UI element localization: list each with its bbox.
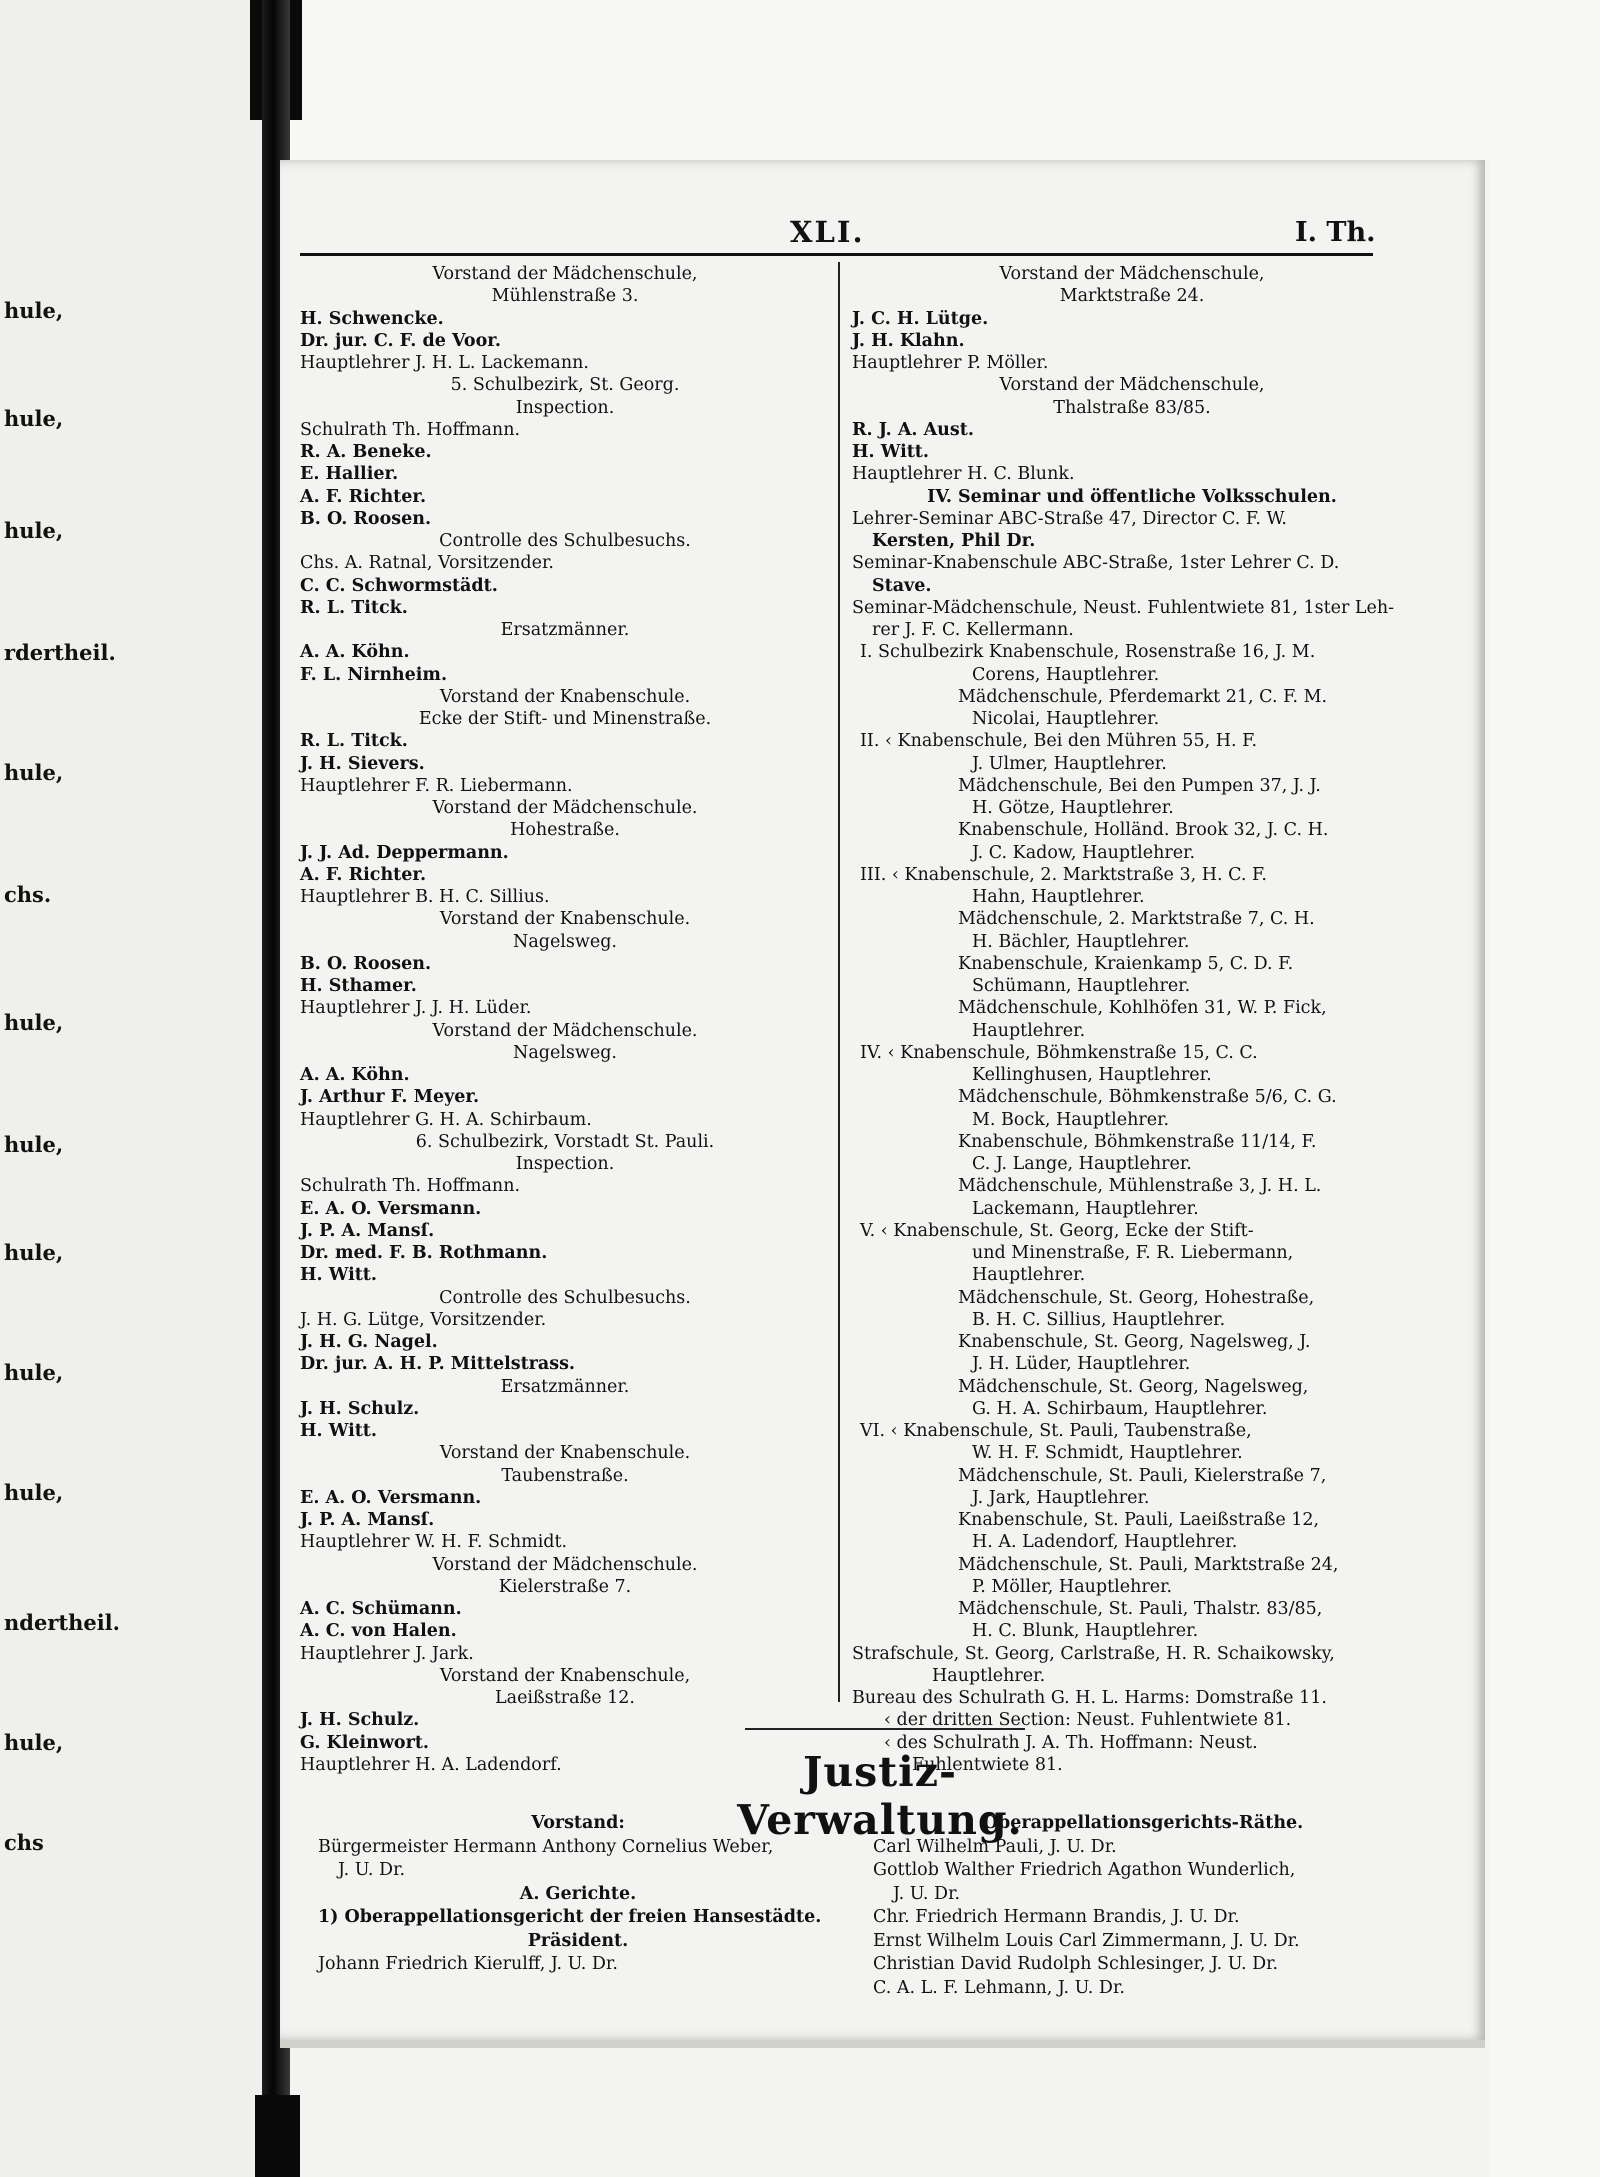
text-line: W. H. F. Schmidt, Hauptlehrer. [972, 1443, 1243, 1464]
text-line: J. H. G. Nagel. [300, 1332, 438, 1352]
text-line: Nicolai, Hauptlehrer. [972, 709, 1160, 729]
text-line: Fuhlentwiete 81. [912, 1754, 1063, 1775]
text-line: Lehrer-Seminar ABC-Straße 47, Director C. F. W. [852, 508, 1287, 529]
text-line: III. ‹ Knabenschule, 2. Marktstraße 3, H. C. F. [860, 864, 1267, 885]
text-line: Vorstand der Mädchenschule, [999, 264, 1265, 284]
text-line: C. J. Lange, Hauptlehrer. [972, 1154, 1192, 1174]
section-title: Justiz-Verwaltung. [737, 1748, 1023, 1844]
text-line: J. C. Kadow, Hauptlehrer. [972, 842, 1196, 863]
text-line: R. A. Beneke. [300, 442, 432, 462]
text-line: B. H. C. Sillius, Hauptlehrer. [972, 1309, 1226, 1330]
text-line: Hauptlehrer J. H. L. Lackemann. [300, 353, 589, 373]
text-line: E. A. O. Versmann. [300, 1198, 482, 1219]
text-line: Hauptlehrer B. H. C. Sillius. [300, 887, 550, 907]
text-line: A. C. von Halen. [300, 1621, 457, 1642]
text-line: Bürgermeister Hermann Anthony Cornelius Weber, [318, 1836, 774, 1857]
text-line: Mädchenschule, St. Pauli, Marktstraße 24, [958, 1554, 1339, 1575]
text-line: VI. ‹ Knabenschule, St. Pauli, Taubenstraße, [860, 1421, 1252, 1441]
text-line: Mädchenschule, Kohlhöfen 31, W. P. Fick, [958, 998, 1327, 1019]
text-line: E. A. O. Versmann. [300, 1487, 482, 1508]
text-line: Mädchenschule, St. Georg, Nagelsweg, [958, 1376, 1309, 1397]
text-line: Vorstand der Mädchenschule. [432, 798, 698, 818]
text-line: J. H. Lüder, Hauptlehrer. [972, 1354, 1191, 1375]
text-line: Knabenschule, Böhmkenstraße 11/14, F. [958, 1131, 1317, 1152]
text-line: F. L. Nirnheim. [300, 664, 448, 685]
text-line: H. A. Ladendorf, Hauptlehrer. [972, 1532, 1238, 1553]
text-line: Kielerstraße 7. [498, 1576, 632, 1597]
text-line: IV. ‹ Knabenschule, Böhmkenstraße 15, C. C. [860, 1042, 1258, 1063]
text-line: Mädchenschule, St. Pauli, Thalstr. 83/85, [958, 1599, 1323, 1619]
text-line: Hauptlehrer H. A. Ladendorf. [300, 1754, 562, 1775]
text-line: Vorstand der Knabenschule. [439, 686, 691, 707]
text-line: Controlle des Schulbesuchs. [439, 1287, 691, 1308]
text-line: A. C. Schümann. [300, 1599, 462, 1619]
text-line: ‹ des Schulrath J. A. Th. Hoffmann: Neust. [884, 1732, 1258, 1753]
text-line: Knabenschule, St. Georg, Nagelsweg, J. [958, 1332, 1311, 1352]
text-line: Christian David Rudolph Schlesinger, J. U. Dr. [873, 1954, 1279, 1974]
text-line: Vorstand der Mädchenschule, [999, 375, 1265, 396]
text-line: Hauptlehrer J. J. H. Lüder. [300, 998, 532, 1019]
text-line: Hauptlehrer. [932, 1665, 1046, 1686]
text-line: Mädchenschule, Mühlenstraße 3, J. H. L. [958, 1176, 1322, 1197]
text-line: C. C. Schwormstädt. [300, 575, 498, 596]
text-line: I. Schulbezirk Knabenschule, Rosenstraße 16, J. M. [860, 642, 1316, 663]
text-line: Knabenschule, Kraienkamp 5, C. D. F. [958, 953, 1294, 974]
prev-page-fragment: hule, [4, 1360, 64, 1385]
text-line: Ersatzmänner. [500, 620, 630, 640]
text-line: Stave. [872, 575, 932, 596]
text-line: Mädchenschule, St. Georg, Hohestraße, [958, 1287, 1315, 1308]
text-line: A. F. Richter. [300, 486, 427, 507]
text-line: J. J. Ad. Deppermann. [300, 842, 509, 863]
prev-page-fragment: chs [4, 1830, 44, 1855]
text-line: J. Ulmer, Hauptlehrer. [972, 753, 1167, 774]
column-divider [838, 262, 840, 1702]
text-line: Hahn, Hauptlehrer. [972, 887, 1145, 907]
text-line: R. J. A. Aust. [852, 419, 974, 440]
prev-page-fragment: hule, [4, 1730, 64, 1755]
text-line: Hauptlehrer H. C. Blunk. [852, 464, 1075, 485]
text-line: Mädchenschule, 2. Marktstraße 7, C. H. [958, 909, 1315, 930]
text-line: Hauptlehrer F. R. Liebermann. [300, 775, 573, 796]
text-line: und Minenstraße, F. R. Liebermann, [972, 1243, 1294, 1263]
text-line: Vorstand der Mädchenschule, [432, 264, 698, 284]
text-line: Taubenstraße. [501, 1465, 629, 1486]
text-line: Oberappellationsgerichts-Räthe. [982, 1813, 1304, 1833]
text-line: Vorstand der Mädchenschule. [432, 1020, 698, 1041]
text-line: Chr. Friedrich Hermann Brandis, J. U. Dr. [873, 1907, 1240, 1927]
text-line: Vorstand der Knabenschule. [439, 909, 691, 930]
text-line: Seminar-Mädchenschule, Neust. Fuhlentwiete 81, 1ster Leh- [852, 597, 1395, 618]
text-line: Mühlenstraße 3. [491, 286, 639, 307]
prev-page-fragment: hule, [4, 1480, 64, 1505]
text-line: Mädchenschule, Böhmkenstraße 5/6, C. G. [958, 1087, 1337, 1108]
text-line: H. Bächler, Hauptlehrer. [972, 931, 1190, 952]
text-line: Hohestraße. [510, 820, 620, 841]
text-line: J. H. Klahn. [852, 330, 965, 351]
text-line: Kersten, Phil Dr. [872, 531, 1036, 551]
text-line: G. H. A. Schirbaum, Hauptlehrer. [972, 1398, 1268, 1419]
text-line: J. H. Schulz. [300, 1710, 420, 1731]
text-line: J. U. Dr. [893, 1883, 961, 1904]
text-line: 5. Schulbezirk, St. Georg. [450, 375, 680, 396]
text-line: Vorstand der Knabenschule, [439, 1665, 691, 1686]
text-line: Mädchenschule, Bei den Pumpen 37, J. J. [958, 775, 1321, 796]
text-line: Inspection. [515, 397, 615, 418]
text-line: rer J. F. C. Kellermann. [872, 620, 1074, 640]
text-line: Lackemann, Hauptlehrer. [972, 1198, 1199, 1219]
text-line: Inspection. [515, 1154, 615, 1174]
prev-page-fragment: hule, [4, 760, 64, 785]
text-line: H. Witt. [300, 1265, 377, 1286]
text-line: J. C. H. Lütge. [852, 308, 989, 329]
text-line: H. Schwencke. [300, 308, 444, 329]
text-line: Ernst Wilhelm Louis Carl Zimmermann, J. U. Dr. [873, 1930, 1300, 1951]
page-edge [280, 2040, 1485, 2048]
text-line: Corens, Hauptlehrer. [972, 664, 1160, 685]
text-line: Vorstand: [531, 1813, 625, 1833]
text-line: A. A. Köhn. [300, 642, 410, 663]
text-line: Knabenschule, Holländ. Brook 32, J. C. H. [958, 820, 1329, 841]
text-line: J. P. A. Mansſ. [300, 1510, 435, 1530]
text-line: H. Witt. [300, 1421, 377, 1441]
prev-page-fragment: hule, [4, 406, 64, 431]
text-line: J. Arthur F. Meyer. [300, 1087, 480, 1108]
text-line: ‹ der dritten Section: Neust. Fuhlentwiete 81. [884, 1710, 1292, 1731]
text-line: Controlle des Schulbesuchs. [439, 531, 691, 551]
prev-page-fragment: hule, [4, 518, 64, 543]
text-line: Mädchenschule, Pferdemarkt 21, C. F. M. [958, 686, 1328, 707]
text-line: A. A. Köhn. [300, 1065, 410, 1085]
text-line: Schulrath Th. Hoffmann. [300, 1176, 521, 1197]
text-line: Hauptlehrer W. H. F. Schmidt. [300, 1532, 568, 1553]
text-line: G. Kleinwort. [300, 1732, 430, 1753]
text-line: V. ‹ Knabenschule, St. Georg, Ecke der Stift- [860, 1220, 1254, 1241]
text-line: Hauptlehrer P. Möller. [852, 353, 1049, 373]
text-line: Nagelsweg. [513, 1042, 617, 1063]
text-line: Mädchenschule, St. Pauli, Kielerstraße 7, [958, 1465, 1327, 1486]
previous-page [0, 170, 263, 2020]
text-line: B. O. Roosen. [300, 508, 432, 529]
text-line: Knabenschule, St. Pauli, Laeißstraße 12, [958, 1510, 1320, 1530]
text-line: Marktstraße 24. [1059, 286, 1205, 307]
text-line: Nagelsweg. [513, 931, 617, 952]
text-line: Ecke der Stift- und Minenstraße. [418, 709, 712, 729]
text-line: R. L. Titck. [300, 597, 408, 618]
text-line: Hauptlehrer J. Jark. [300, 1643, 474, 1664]
text-line: Bureau des Schulrath G. H. L. Harms: Domstraße 11. [852, 1688, 1327, 1708]
prev-page-fragment: rdertheil. [4, 640, 116, 665]
text-line: J. H. Schulz. [300, 1398, 420, 1419]
prev-page-fragment: hule, [4, 298, 64, 323]
text-line: A. F. Richter. [300, 864, 427, 885]
header-rule [300, 253, 1373, 256]
text-line: Dr. jur. C. F. de Voor. [300, 330, 501, 351]
text-line: 6. Schulbezirk, Vorstadt St. Pauli. [415, 1131, 715, 1152]
prev-page-fragment: hule, [4, 1132, 64, 1157]
text-line: R. L. Titck. [300, 731, 408, 752]
text-line: H. Witt. [852, 442, 929, 462]
text-line: Schümann, Hauptlehrer. [972, 976, 1191, 996]
text-line: Chs. A. Ratnal, Vorsitzender. [300, 553, 554, 574]
text-line: Ersatzmänner. [500, 1376, 630, 1397]
text-line: J. P. A. Mansſ. [300, 1220, 435, 1241]
text-line: J. H. G. Lütge, Vorsitzender. [300, 1309, 547, 1330]
text-line: Hauptlehrer G. H. A. Schirbaum. [300, 1109, 592, 1130]
text-line: Johann Friedrich Kierulff, J. U. Dr. [318, 1954, 618, 1974]
text-line: C. A. L. F. Lehmann, J. U. Dr. [873, 1977, 1125, 1998]
text-line: 1) Oberappellationsgericht der freien Hansestädte. [318, 1907, 822, 1927]
prev-page-fragment: chs. [4, 882, 52, 907]
text-line: H. Sthamer. [300, 976, 417, 996]
text-line: II. ‹ Knabenschule, Bei den Mühren 55, H. F. [860, 731, 1258, 752]
text-line: Dr. med. F. B. Rothmann. [300, 1243, 548, 1263]
text-line: A. Gerichte. [519, 1883, 637, 1904]
text-line: Seminar-Knabenschule ABC-Straße, 1ster Lehrer C. D. [852, 553, 1340, 574]
text-line: Präsident. [527, 1930, 629, 1951]
text-line: J. H. Sievers. [300, 753, 425, 774]
text-line: Strafschule, St. Georg, Carlstraße, H. R. Schaikowsky, [852, 1643, 1335, 1664]
text-line: J. Jark, Hauptlehrer. [972, 1487, 1150, 1508]
text-line: Thalstraße 83/85. [1053, 397, 1211, 418]
text-line: J. U. Dr. [338, 1860, 406, 1880]
text-line: Gottlob Walther Friedrich Agathon Wunderlich, [873, 1860, 1296, 1880]
text-line: Dr. jur. A. H. P. Mittelstrass. [300, 1354, 576, 1375]
prev-page-fragment: hule, [4, 1010, 64, 1035]
text-line: Vorstand der Knabenschule. [439, 1443, 691, 1464]
text-line: Hauptlehrer. [972, 1020, 1086, 1041]
background-right [1490, 0, 1600, 2177]
text-line: Schulrath Th. Hoffmann. [300, 419, 521, 440]
text-line: M. Bock, Hauptlehrer. [972, 1109, 1170, 1130]
text-line: IV. Seminar und öffentliche Volksschulen. [927, 486, 1337, 507]
text-line: Vorstand der Mädchenschule. [432, 1554, 698, 1575]
text-line: Carl Wilhelm Pauli, J. U. Dr. [873, 1836, 1117, 1857]
text-line: E. Hallier. [300, 464, 399, 485]
text-line: P. Möller, Hauptlehrer. [972, 1576, 1173, 1597]
page-number: XLI. [790, 215, 865, 249]
text-line: Hauptlehrer. [972, 1265, 1086, 1286]
text-line: H. C. Blunk, Hauptlehrer. [972, 1621, 1199, 1642]
prev-page-fragment: hule, [4, 1240, 64, 1265]
binding-bottom [255, 2095, 300, 2177]
prev-page-fragment: ndertheil. [4, 1610, 120, 1635]
text-line: Kellinghusen, Hauptlehrer. [972, 1065, 1212, 1085]
text-line: Laeißstraße 12. [495, 1688, 635, 1708]
part-label: I. Th. [1295, 217, 1376, 248]
text-line: H. Götze, Hauptlehrer. [972, 798, 1174, 818]
text-line: B. O. Roosen. [300, 953, 432, 974]
